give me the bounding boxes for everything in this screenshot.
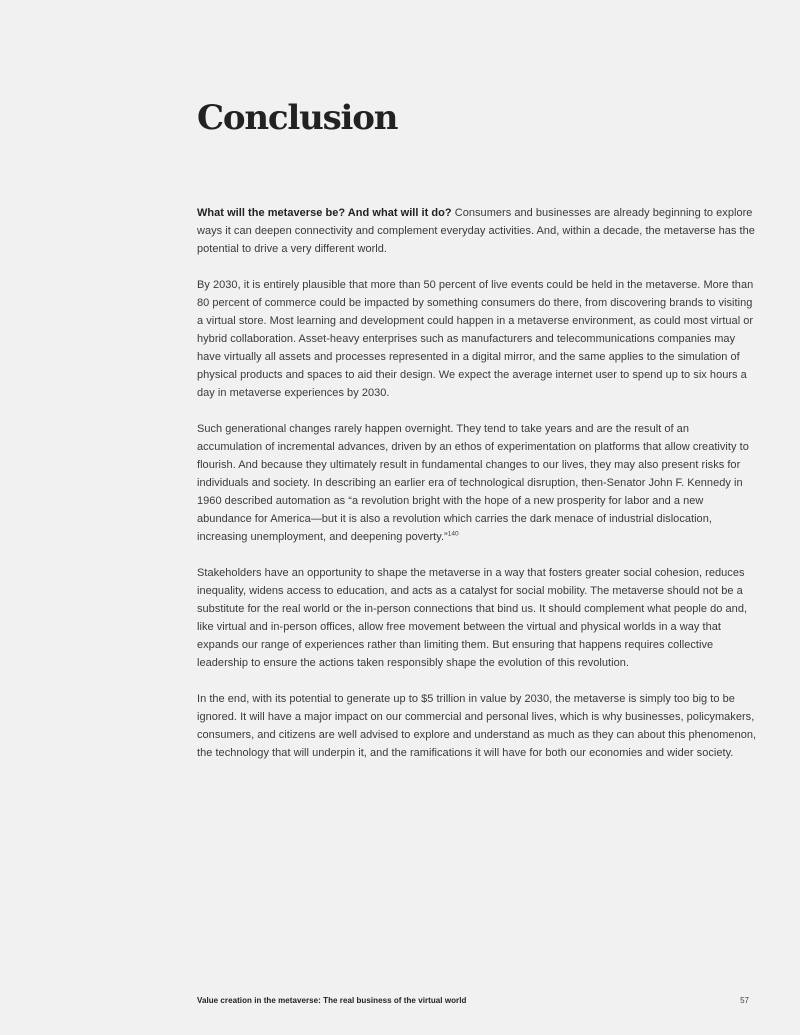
paragraph-intro [197,204,757,258]
paragraph-generational-change [197,420,757,546]
lead-question: What will the metaverse be? And what will it do? [197,207,452,219]
footnote-reference: 140 [447,530,459,538]
footer-title: Value creation in the metaverse: The real business of the virtual world [197,996,467,1005]
paragraph-final [197,690,757,762]
body-text [197,204,757,780]
paragraph-text: Consumers and businesses are already beginning to explore ways it can deepen connectivity and complement everyday activities. And, within a decade, the metaverse has the potential to drive a very different world. [197,207,755,255]
page-title: Conclusion [197,98,398,138]
paragraph-text: Such generational changes rarely happen overnight. They tend to take years and are the result of an accumulation of incremental advances, driven by an ethos of experimentation on platforms that allow creativity to flourish. And because they ultimately result in fundamental changes to our lives, they may also present risks for individuals and society. In describing an earlier era of technological disruption, then-Senator John F. Kennedy in 1960 described automation as “a revolution bright with the hope of a new prosperity for labor and a new abundance for America—but it is also a revolution which carries the dark menace of industrial dislocation, increasing unemployment, and deepening poverty.” [197,423,749,543]
paragraph-text: By 2030, it is entirely plausible that more than 50 percent of live events could be held in the metaverse. More than 80 percent of commerce could be impacted by something consumers do there, from discovering brands to visiting a virtual store. Most learning and development could happen in a metaverse environment, as could most virtual or hybrid collaboration. Asset-heavy enterprises such as manufacturers and telecommunications companies may have virtually all assets and processes represented in a digital mirror, and the same applies to the simulation of physical products and spaces to aid their design. We expect the average internet user to spend up to six hours a day in metaverse experiences by 2030. [197,279,754,399]
paragraph-text: Stakeholders have an opportunity to shape the metaverse in a way that fosters greater social cohesion, reduces inequality, widens access to education, and acts as a catalyst for social mobility. The metaverse should not be a substitute for the real world or the in-person connections that bind us. It should complement what people do and, like virtual and in-person offices, allow free movement between the virtual and physical worlds in a way that expands our range of experiences rather than limiting them. But ensuring that happens requires collective leadership to ensure the actions taken responsibly shape the evolution of this revolution. [197,567,748,669]
paragraph-stakeholders [197,564,757,672]
page-number: 57 [740,996,749,1005]
paragraph-text: In the end, with its potential to generate up to $5 trillion in value by 2030, the metaverse is simply too big to be ignored. It will have a major impact on our commercial and personal lives, which is why businesses, policymakers, consumers, and citizens are well advised to explore and understand as much as they can about this phenomenon, the technology that will underpin it, and the ramifications it will have for both our economies and wider society. [197,693,757,759]
paragraph-2030-outlook [197,276,757,402]
